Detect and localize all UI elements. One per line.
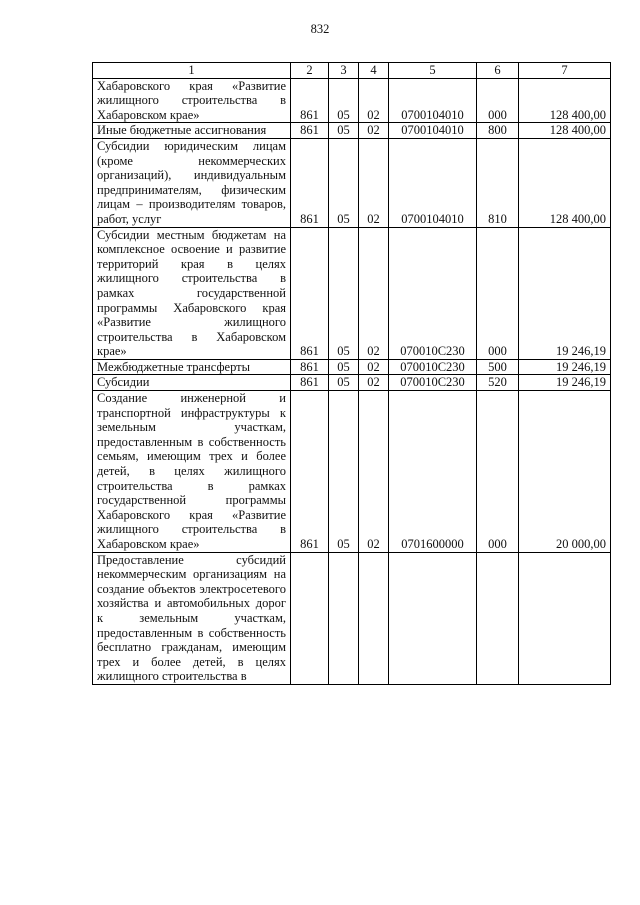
column-header: 1: [93, 63, 291, 79]
cell-subsection: 02: [359, 123, 389, 139]
table-row: [93, 552, 611, 684]
cell-code: [291, 552, 329, 684]
cell-target: 070010С230: [389, 359, 477, 375]
cell-target: 070010С230: [389, 375, 477, 391]
cell-section: 05: [329, 78, 359, 123]
cell-target: 0700104010: [389, 78, 477, 123]
cell-subsection: [359, 552, 389, 684]
column-header: 7: [519, 63, 611, 79]
page-number: 832: [310, 22, 330, 36]
row-name: Создание инженерной и транспортной инфраструктуры к земельным участкам, предоставленным в собственность семьям, имеющим трех и более детей, в целях жилищного строительства в рамках государственной программы Хабаровского края «Развитие жилищного строительства в Хабаровском крае»: [93, 391, 291, 553]
cell-section: 05: [329, 227, 359, 359]
cell-expense-type: [477, 552, 519, 684]
cell-subsection: 02: [359, 78, 389, 123]
cell-amount: 20 000,00: [519, 391, 611, 553]
cell-subsection: 02: [359, 375, 389, 391]
cell-code: 861: [291, 78, 329, 123]
cell-subsection: 02: [359, 138, 389, 227]
cell-amount: 19 246,19: [519, 375, 611, 391]
cell-amount: 19 246,19: [519, 359, 611, 375]
cell-section: 05: [329, 138, 359, 227]
cell-code: 861: [291, 227, 329, 359]
cell-target: 070010С230: [389, 227, 477, 359]
cell-section: [329, 552, 359, 684]
cell-section: 05: [329, 359, 359, 375]
table-row: [93, 375, 611, 391]
cell-target: 0701600000: [389, 391, 477, 553]
cell-target: 0700104010: [389, 138, 477, 227]
column-header: 4: [359, 63, 389, 79]
cell-amount: 128 400,00: [519, 123, 611, 139]
row-name: Субсидии: [93, 375, 291, 391]
cell-target: [389, 552, 477, 684]
cell-code: 861: [291, 138, 329, 227]
table-row: [93, 391, 611, 553]
table-row: [93, 78, 611, 123]
cell-expense-type: 500: [477, 359, 519, 375]
row-name: Субсидии юридическим лицам (кроме некоммерческих организаций), индивидуальным предпринимателям, физическим лицам – производителям товаров, работ, услуг: [93, 138, 291, 227]
budget-table: [92, 62, 611, 685]
row-name: Межбюджетные трансферты: [93, 359, 291, 375]
table-header-row: [93, 63, 611, 79]
cell-expense-type: 810: [477, 138, 519, 227]
table-row: [93, 359, 611, 375]
cell-expense-type: 000: [477, 391, 519, 553]
cell-expense-type: 800: [477, 123, 519, 139]
column-header: 6: [477, 63, 519, 79]
cell-section: 05: [329, 123, 359, 139]
cell-code: 861: [291, 123, 329, 139]
cell-code: 861: [291, 359, 329, 375]
cell-subsection: 02: [359, 359, 389, 375]
column-header: 5: [389, 63, 477, 79]
cell-subsection: 02: [359, 391, 389, 553]
cell-expense-type: 000: [477, 78, 519, 123]
table-row: [93, 227, 611, 359]
cell-expense-type: 000: [477, 227, 519, 359]
column-header: 3: [329, 63, 359, 79]
cell-code: 861: [291, 375, 329, 391]
cell-section: 05: [329, 391, 359, 553]
row-name: Хабаровского края «Развитие жилищного строительства в Хабаровском крае»: [93, 78, 291, 123]
row-name: Иные бюджетные ассигнования: [93, 123, 291, 139]
cell-expense-type: 520: [477, 375, 519, 391]
cell-target: 0700104010: [389, 123, 477, 139]
cell-code: 861: [291, 391, 329, 553]
cell-section: 05: [329, 375, 359, 391]
row-name: Субсидии местным бюджетам на комплексное освоение и развитие территорий края в целях жилищного строительства в рамках государственной программы Хабаровского края «Развитие жилищного строительства в Хабаровском крае»: [93, 227, 291, 359]
cell-amount: 19 246,19: [519, 227, 611, 359]
cell-amount: 128 400,00: [519, 138, 611, 227]
table-row: [93, 123, 611, 139]
table-row: [93, 138, 611, 227]
column-header: 2: [291, 63, 329, 79]
cell-subsection: 02: [359, 227, 389, 359]
cell-amount: 128 400,00: [519, 78, 611, 123]
cell-amount: [519, 552, 611, 684]
row-name: Предоставление субсидий некоммерческим организациям на создание объектов электросетевого хозяйства и автомобильных дорог к земельным участкам, предоставленным в собственность бесплатно гражданам, имеющим трех и более детей, в целях жилищного строительства в: [93, 552, 291, 684]
